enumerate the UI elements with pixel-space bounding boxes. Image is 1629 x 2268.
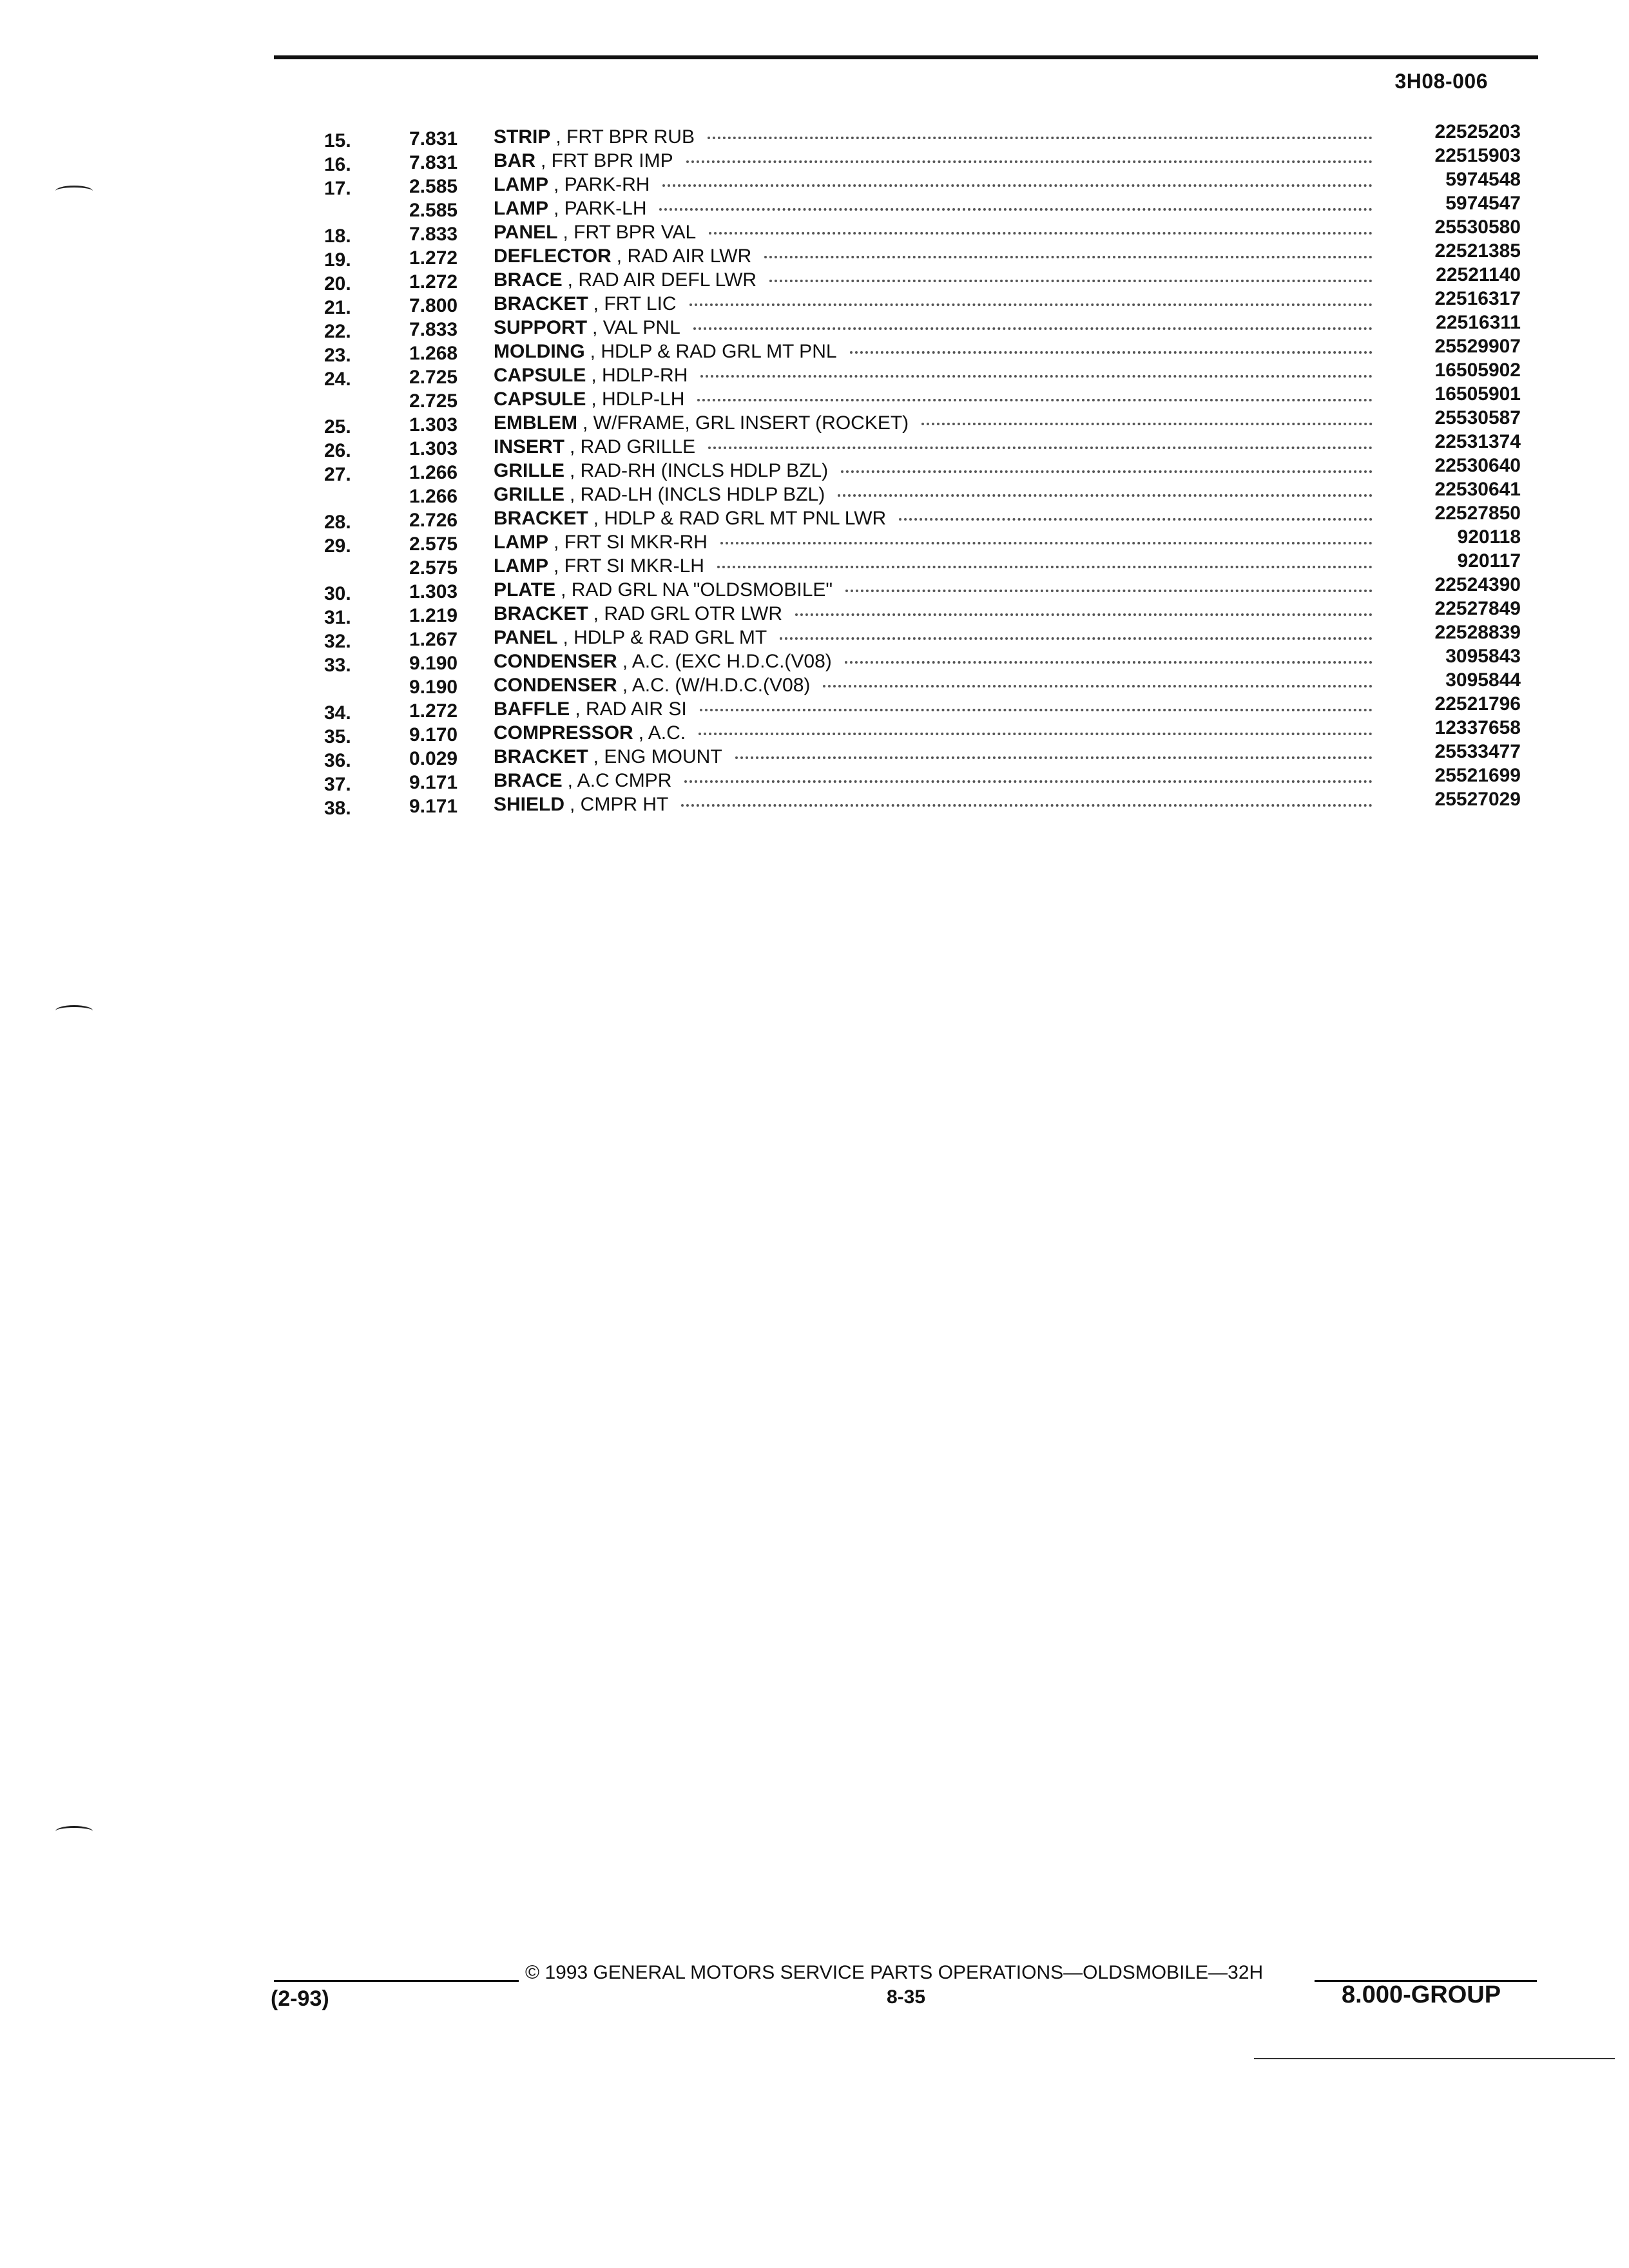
parts-list <box>309 121 1521 819</box>
part-description <box>494 173 1373 197</box>
dot-leader <box>700 708 1373 711</box>
part-name: LAMP <box>494 198 548 219</box>
parts-row <box>309 240 1521 271</box>
item-number: 34. <box>324 702 351 724</box>
part-description <box>494 387 1373 411</box>
part-detail: , RAD AIR LWR <box>616 245 752 267</box>
group-number: 9.170 <box>409 724 458 745</box>
part-description <box>494 578 1373 602</box>
dot-leader <box>780 637 1373 640</box>
item-number: 23. <box>324 345 351 366</box>
dot-leader <box>841 470 1373 473</box>
group-number: 9.171 <box>409 772 458 793</box>
parts-row <box>309 455 1521 485</box>
part-number: 22525203 <box>1434 121 1521 142</box>
dot-leader <box>769 279 1373 282</box>
part-detail: , W/FRAME, GRL INSERT (ROCKET) <box>583 412 909 434</box>
part-number: 22531374 <box>1434 431 1521 452</box>
part-description <box>494 697 1373 721</box>
part-description <box>494 316 1373 340</box>
dot-leader <box>697 398 1373 401</box>
parts-row <box>309 789 1521 819</box>
part-name: SHIELD <box>494 794 565 815</box>
part-name: PLATE <box>494 579 556 601</box>
part-number: 22528839 <box>1434 622 1521 643</box>
group-number: 7.833 <box>409 224 458 245</box>
margin-punch-mark <box>55 186 93 197</box>
part-description <box>494 149 1373 173</box>
part-detail: , HDLP & RAD GRL MT PNL LWR <box>593 508 887 529</box>
part-name: STRIP <box>494 126 551 148</box>
part-number: 920117 <box>1457 550 1521 572</box>
parts-row <box>309 481 1521 505</box>
item-number: 25. <box>324 416 351 437</box>
part-detail: , RAD GRL OTR LWR <box>593 603 783 624</box>
group-number: 9.171 <box>409 796 458 817</box>
part-description <box>494 292 1373 316</box>
parts-row <box>309 336 1521 366</box>
group-number: 7.800 <box>409 295 458 316</box>
part-description <box>494 125 1373 149</box>
item-number: 17. <box>324 178 351 199</box>
dot-leader <box>659 207 1373 211</box>
parts-row <box>309 526 1521 557</box>
parts-row <box>309 431 1521 461</box>
part-name: GRILLE <box>494 460 564 481</box>
bottom-rule <box>1254 2058 1615 2059</box>
item-number: 37. <box>324 774 351 795</box>
part-number: 25529907 <box>1434 336 1521 357</box>
parts-row <box>309 646 1521 676</box>
parts-row <box>309 741 1521 771</box>
part-number: 12337658 <box>1434 717 1521 738</box>
item-number: 27. <box>324 464 351 485</box>
part-name: EMBLEM <box>494 412 577 434</box>
part-detail: , RAD GRILLE <box>570 436 696 457</box>
part-detail: , HDLP-LH <box>591 389 685 410</box>
group-number: 2.575 <box>409 557 458 579</box>
parts-row <box>309 193 1521 221</box>
item-number: 32. <box>324 631 351 652</box>
part-number: 22521140 <box>1436 264 1521 285</box>
part-number: 5974548 <box>1445 169 1521 190</box>
part-detail: , CMPR HT <box>570 794 669 815</box>
part-description <box>494 554 1373 578</box>
dot-leader <box>899 517 1373 521</box>
part-description <box>494 197 1373 220</box>
group-number: 1.272 <box>409 247 458 269</box>
parts-row <box>309 550 1521 579</box>
group-number: 7.831 <box>409 128 458 149</box>
group-number: 9.190 <box>409 677 458 698</box>
part-number: 25530580 <box>1434 216 1521 238</box>
part-number: 3095843 <box>1445 646 1521 667</box>
part-description <box>494 626 1373 649</box>
part-detail: , FRT BPR RUB <box>555 126 695 148</box>
part-name: INSERT <box>494 436 565 457</box>
footer-page-number: 8-35 <box>887 1986 926 2008</box>
part-number: 3095844 <box>1445 669 1521 691</box>
group-number: 2.725 <box>409 367 458 388</box>
group-number: 2.585 <box>409 200 458 221</box>
group-number: 1.303 <box>409 581 458 602</box>
part-name: LAMP <box>494 532 548 553</box>
part-detail: , A.C. (EXC H.D.C.(V08) <box>622 651 832 672</box>
part-number: 25533477 <box>1434 741 1521 762</box>
parts-row <box>309 622 1521 652</box>
part-description <box>494 673 1373 697</box>
item-number: 29. <box>324 535 351 557</box>
item-number: 28. <box>324 512 351 533</box>
parts-row <box>309 169 1521 199</box>
item-number: 16. <box>324 154 351 175</box>
group-number: 1.272 <box>409 271 458 293</box>
part-detail: , ENG MOUNT <box>593 746 722 767</box>
parts-row <box>309 360 1521 390</box>
group-number: 1.268 <box>409 343 458 364</box>
item-number: 18. <box>324 226 351 247</box>
part-description <box>494 220 1373 244</box>
item-number: 33. <box>324 655 351 676</box>
dot-leader <box>717 565 1373 568</box>
margin-punch-mark <box>55 1826 93 1837</box>
part-description <box>494 793 1373 816</box>
group-number: 0.029 <box>409 748 458 769</box>
parts-row <box>309 503 1521 533</box>
part-number: 22521385 <box>1434 240 1521 262</box>
part-name: BRACKET <box>494 746 588 767</box>
item-number: 31. <box>324 607 351 628</box>
group-number: 2.725 <box>409 390 458 412</box>
item-number: 38. <box>324 798 351 819</box>
item-number: 24. <box>324 369 351 390</box>
part-detail: , PARK-RH <box>554 174 650 195</box>
group-number: 1.267 <box>409 629 458 650</box>
part-number: 22527850 <box>1434 503 1521 524</box>
item-number: 20. <box>324 273 351 294</box>
dot-leader <box>795 613 1373 616</box>
part-number: 25521699 <box>1434 765 1521 786</box>
dot-leader <box>709 231 1373 235</box>
group-number: 2.575 <box>409 533 458 555</box>
part-detail: , VAL PNL <box>592 317 680 338</box>
group-number: 7.833 <box>409 319 458 340</box>
part-detail: , A.C. (W/H.D.C.(V08) <box>622 675 811 696</box>
dot-leader <box>764 255 1373 258</box>
part-name: CAPSULE <box>494 365 586 386</box>
part-number: 22516311 <box>1436 312 1521 333</box>
dot-leader <box>681 803 1373 807</box>
parts-row <box>309 312 1521 342</box>
item-number: 26. <box>324 440 351 461</box>
part-number: 16505902 <box>1434 360 1521 381</box>
group-number: 1.266 <box>409 462 458 483</box>
part-detail: , RAD AIR DEFL LWR <box>567 269 757 291</box>
dot-leader <box>838 494 1373 497</box>
part-detail: , PARK-LH <box>554 198 647 219</box>
part-description <box>494 769 1373 793</box>
part-name: BRACE <box>494 269 563 291</box>
part-name: BRACKET <box>494 603 588 624</box>
dot-leader <box>693 327 1373 330</box>
dot-leader <box>689 303 1373 306</box>
part-description <box>494 483 1373 506</box>
dot-leader <box>845 660 1373 664</box>
part-description <box>494 244 1373 268</box>
part-name: PANEL <box>494 222 558 243</box>
dot-leader <box>699 732 1373 735</box>
part-number: 920118 <box>1457 526 1521 548</box>
dot-leader <box>850 351 1373 354</box>
part-detail: , RAD GRL NA "OLDSMOBILE" <box>561 579 833 601</box>
part-detail: , FRT SI MKR-RH <box>554 532 708 553</box>
parts-row <box>309 717 1521 747</box>
part-detail: , RAD-RH (INCLS HDLP BZL) <box>570 460 829 481</box>
part-description <box>494 721 1373 745</box>
group-number: 1.303 <box>409 414 458 436</box>
parts-row <box>309 121 1521 151</box>
part-description <box>494 530 1373 554</box>
part-description <box>494 268 1373 292</box>
dot-leader <box>708 136 1373 139</box>
part-description <box>494 459 1373 483</box>
part-detail: , A.C. <box>638 722 686 744</box>
part-number: 22516317 <box>1434 288 1521 309</box>
part-name: DEFLECTOR <box>494 245 612 267</box>
part-description <box>494 602 1373 626</box>
item-number: 30. <box>324 583 351 604</box>
dot-leader <box>700 374 1373 378</box>
top-rule <box>274 55 1538 59</box>
part-number: 25530587 <box>1434 407 1521 428</box>
parts-row <box>309 216 1521 247</box>
part-number: 22527849 <box>1434 598 1521 619</box>
part-number: 22515903 <box>1434 145 1521 166</box>
item-number: 36. <box>324 750 351 771</box>
parts-row <box>309 765 1521 795</box>
parts-row <box>309 693 1521 724</box>
group-number: 1.303 <box>409 438 458 459</box>
parts-row <box>309 145 1521 175</box>
parts-row <box>309 669 1521 698</box>
part-detail: , FRT BPR IMP <box>541 150 673 171</box>
group-number: 7.831 <box>409 152 458 173</box>
part-detail: , FRT SI MKR-LH <box>554 555 704 577</box>
part-number: 22530640 <box>1434 455 1521 476</box>
part-name: GRILLE <box>494 484 564 505</box>
group-number: 1.266 <box>409 486 458 507</box>
margin-punch-mark <box>55 1005 93 1016</box>
part-detail: , HDLP-RH <box>591 365 688 386</box>
parts-row <box>309 264 1521 294</box>
part-description <box>494 745 1373 769</box>
group-number: 2.585 <box>409 176 458 197</box>
dot-leader <box>823 684 1373 687</box>
part-name: LAMP <box>494 555 548 577</box>
item-number: 19. <box>324 249 351 271</box>
dot-leader <box>684 780 1373 783</box>
group-number: 2.726 <box>409 510 458 531</box>
dot-leader <box>735 756 1373 759</box>
dot-leader <box>686 160 1373 163</box>
part-number: 25527029 <box>1434 789 1521 810</box>
part-description <box>494 340 1373 363</box>
group-number: 9.190 <box>409 653 458 674</box>
part-name: BAFFLE <box>494 698 570 720</box>
part-name: CAPSULE <box>494 389 586 410</box>
part-detail: , RAD-LH (INCLS HDLP BZL) <box>570 484 825 505</box>
parts-row <box>309 598 1521 628</box>
part-name: CONDENSER <box>494 675 617 696</box>
part-name: MOLDING <box>494 341 585 362</box>
part-description <box>494 363 1373 387</box>
footer-group-label: 8.000-GROUP <box>1342 1981 1501 2008</box>
part-name: BRACKET <box>494 508 588 529</box>
part-number: 22524390 <box>1434 574 1521 595</box>
part-description <box>494 506 1373 530</box>
footer-rule-left <box>274 1980 519 1982</box>
footer-date: (2-93) <box>271 1986 329 2011</box>
dot-leader <box>845 589 1373 592</box>
part-description <box>494 411 1373 435</box>
part-number: 22521796 <box>1434 693 1521 715</box>
part-detail: , RAD AIR SI <box>575 698 687 720</box>
part-detail: , FRT LIC <box>593 293 677 314</box>
item-number: 21. <box>324 297 351 318</box>
part-name: BRACE <box>494 770 563 791</box>
part-description <box>494 435 1373 459</box>
part-number: 16505901 <box>1434 383 1521 405</box>
part-name: BRACKET <box>494 293 588 314</box>
part-name: SUPPORT <box>494 317 588 338</box>
part-name: PANEL <box>494 627 558 648</box>
part-number: 5974547 <box>1445 193 1521 214</box>
dot-leader <box>921 422 1373 425</box>
part-description <box>494 649 1373 673</box>
document-code: 3H08-006 <box>1394 70 1488 93</box>
group-number: 1.272 <box>409 700 458 722</box>
footer-copyright: © 1993 GENERAL MOTORS SERVICE PARTS OPERATIONS—OLDSMOBILE—32H <box>525 1962 1264 1983</box>
part-name: CONDENSER <box>494 651 617 672</box>
dot-leader <box>662 184 1373 187</box>
part-detail: , A.C CMPR <box>567 770 672 791</box>
item-number: 15. <box>324 130 351 151</box>
part-name: COMPRESSOR <box>494 722 633 744</box>
parts-row <box>309 288 1521 318</box>
item-number: 35. <box>324 726 351 747</box>
parts-row <box>309 574 1521 604</box>
part-name: LAMP <box>494 174 548 195</box>
parts-row <box>309 407 1521 437</box>
item-number: 22. <box>324 321 351 342</box>
part-detail: , HDLP & RAD GRL MT <box>563 627 767 648</box>
parts-row <box>309 383 1521 412</box>
part-name: BAR <box>494 150 535 171</box>
part-detail: , FRT BPR VAL <box>563 222 697 243</box>
group-number: 1.219 <box>409 605 458 626</box>
part-number: 22530641 <box>1434 479 1521 500</box>
part-detail: , HDLP & RAD GRL MT PNL <box>590 341 837 362</box>
dot-leader <box>720 541 1373 544</box>
dot-leader <box>708 446 1373 449</box>
